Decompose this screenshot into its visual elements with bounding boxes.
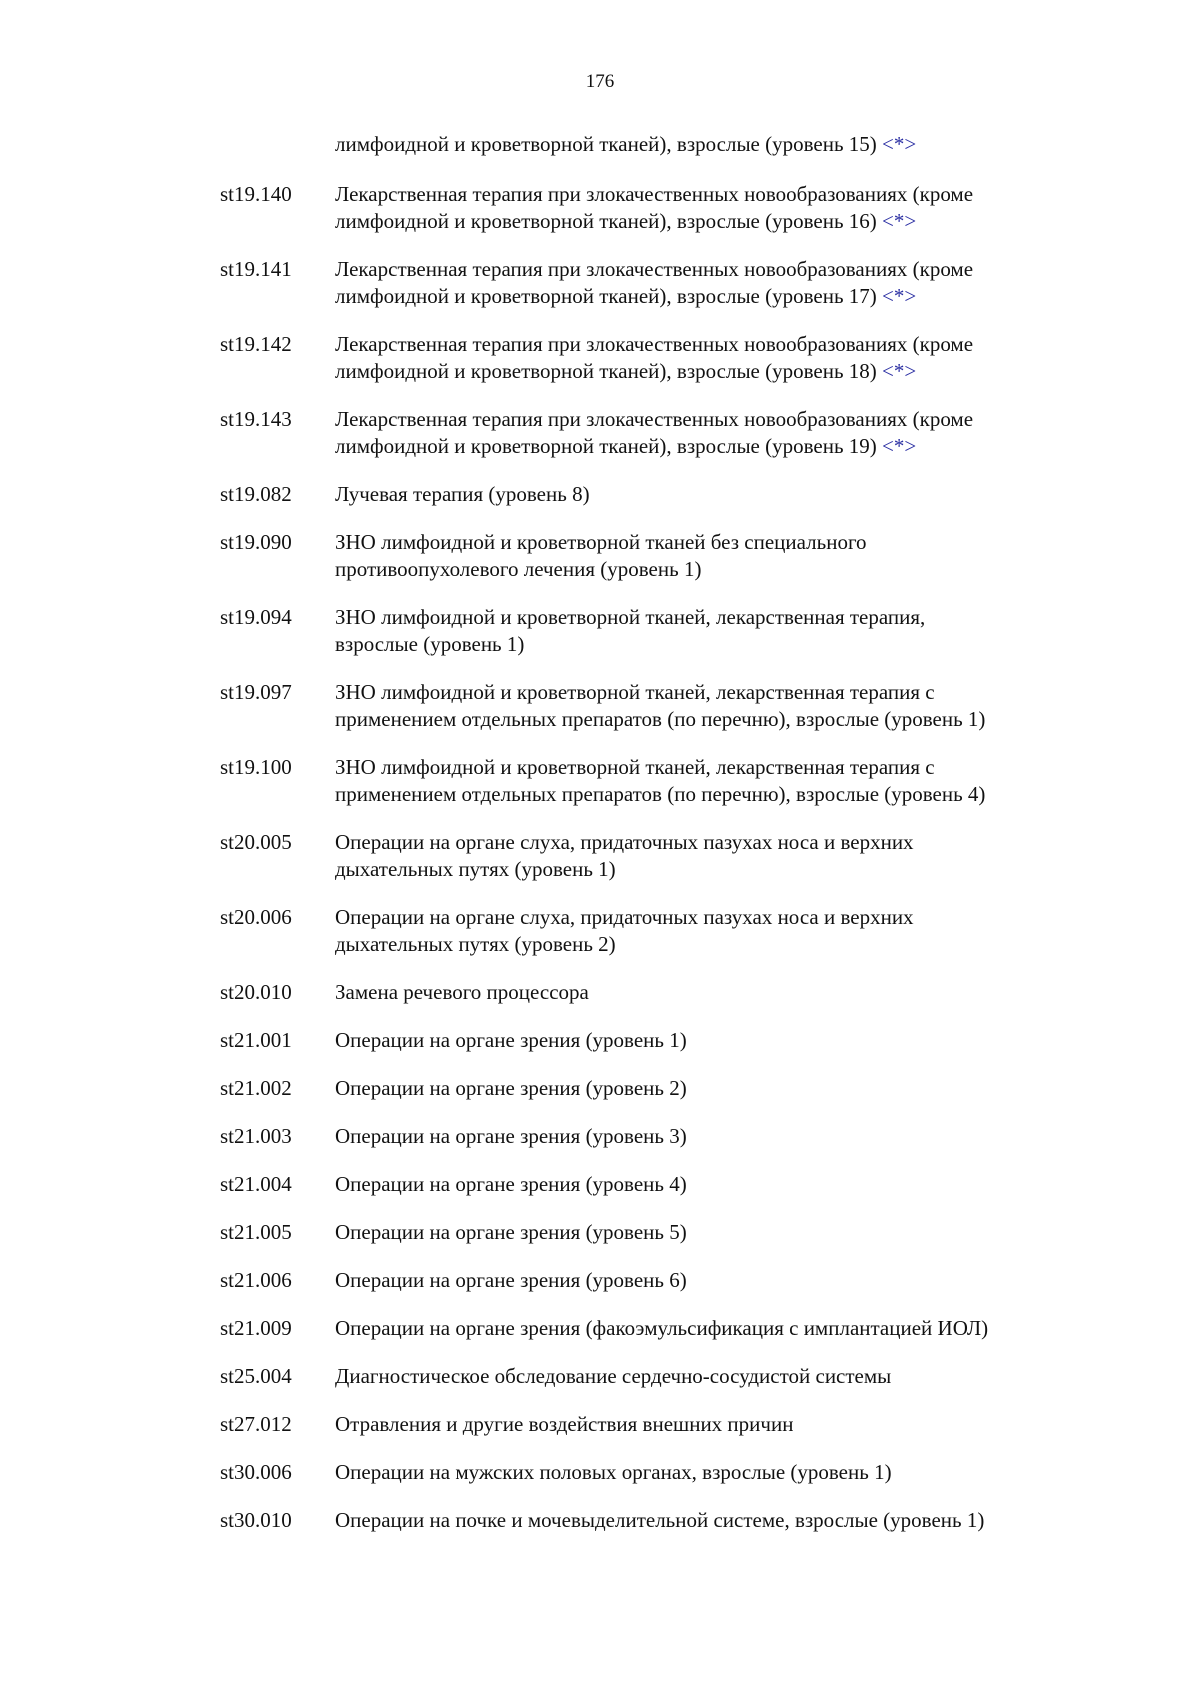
description-line bbox=[335, 979, 1120, 1006]
description-line bbox=[335, 1123, 1120, 1150]
description-line bbox=[335, 256, 1120, 283]
description-line bbox=[335, 208, 1120, 235]
list-item bbox=[220, 1507, 1120, 1534]
description-text: Операции на органе зрения (уровень 5) bbox=[335, 1220, 687, 1244]
description-line bbox=[335, 1411, 1120, 1438]
list-item bbox=[220, 1411, 1120, 1438]
description-line bbox=[335, 358, 1120, 385]
entry-code: st19.142 bbox=[220, 332, 292, 356]
entry-code: st19.141 bbox=[220, 257, 292, 281]
list-item bbox=[220, 1171, 1120, 1198]
entry-description bbox=[335, 829, 1120, 883]
list-item bbox=[220, 1363, 1120, 1390]
entry-code: st21.002 bbox=[220, 1076, 292, 1100]
description-text: Отравления и другие воздействия внешних причин bbox=[335, 1412, 794, 1436]
description-line bbox=[335, 481, 1120, 508]
entry-code: st21.001 bbox=[220, 1028, 292, 1052]
entry-code: st19.100 bbox=[220, 755, 292, 779]
description-text: дыхательных путях (уровень 1) bbox=[335, 857, 616, 881]
list-item bbox=[220, 1315, 1120, 1342]
footnote-ref-link[interactable]: <*> bbox=[882, 359, 917, 383]
description-line bbox=[335, 679, 1120, 706]
list-item bbox=[220, 1219, 1120, 1246]
description-text: ЗНО лимфоидной и кроветворной тканей без специального bbox=[335, 530, 867, 554]
entry-description bbox=[335, 1075, 1120, 1102]
description-text: взрослые (уровень 1) bbox=[335, 632, 525, 656]
list-item bbox=[220, 331, 1120, 385]
entry-description bbox=[335, 1171, 1120, 1198]
description-line bbox=[335, 529, 1120, 556]
entry-description bbox=[335, 1507, 1120, 1534]
entry-description bbox=[335, 1411, 1120, 1438]
description-text: Лекарственная терапия при злокачественных новообразованиях (кроме bbox=[335, 332, 974, 356]
description-text: ЗНО лимфоидной и кроветворной тканей, лекарственная терапия, bbox=[335, 605, 926, 629]
description-line bbox=[335, 283, 1120, 310]
description-line bbox=[335, 1315, 1120, 1342]
description-text: Лекарственная терапия при злокачественных новообразованиях (кроме bbox=[335, 182, 974, 206]
entry-code: st19.097 bbox=[220, 680, 292, 704]
description-line bbox=[335, 754, 1120, 781]
description-line bbox=[335, 406, 1120, 433]
description-line bbox=[335, 433, 1120, 460]
entry-description bbox=[335, 679, 1120, 733]
description-text: Операции на органе слуха, придаточных пазухах носа и верхних bbox=[335, 905, 914, 929]
description-line bbox=[335, 829, 1120, 856]
entry-description bbox=[335, 529, 1120, 583]
entry-code: st20.006 bbox=[220, 905, 292, 929]
description-line bbox=[335, 1027, 1120, 1054]
description-text: ЗНО лимфоидной и кроветворной тканей, лекарственная терапия с bbox=[335, 680, 935, 704]
description-line bbox=[335, 1363, 1120, 1390]
list-item bbox=[220, 481, 1120, 508]
entry-description bbox=[335, 406, 1120, 460]
list-item bbox=[220, 1123, 1120, 1150]
description-text: противоопухолевого лечения (уровень 1) bbox=[335, 557, 702, 581]
description-text: Операции на органе зрения (факоэмульсификация с имплантацией ИОЛ) bbox=[335, 1316, 989, 1340]
description-line bbox=[335, 856, 1120, 883]
description-line bbox=[335, 1075, 1120, 1102]
entry-code: st21.005 bbox=[220, 1220, 292, 1244]
list-item bbox=[220, 1027, 1120, 1054]
list-item bbox=[220, 904, 1120, 958]
description-text: применением отдельных препаратов (по перечню), взрослые (уровень 1) bbox=[335, 707, 986, 731]
entry-code: st19.140 bbox=[220, 182, 292, 206]
list-item bbox=[220, 1075, 1120, 1102]
entry-code: st20.010 bbox=[220, 980, 292, 1004]
entry-description bbox=[335, 1363, 1120, 1390]
description-text: применением отдельных препаратов (по перечню), взрослые (уровень 4) bbox=[335, 782, 986, 806]
entry-description bbox=[335, 1315, 1120, 1342]
list-item bbox=[220, 256, 1120, 310]
entry-description bbox=[335, 979, 1120, 1006]
entry-description bbox=[335, 481, 1120, 508]
entry-description bbox=[335, 256, 1120, 310]
entry-code: st27.012 bbox=[220, 1412, 292, 1436]
entry-description bbox=[335, 1219, 1120, 1246]
list-item bbox=[220, 406, 1120, 460]
description-text: лимфоидной и кроветворной тканей), взрослые (уровень 18) bbox=[335, 359, 877, 383]
entry-code: st19.143 bbox=[220, 407, 292, 431]
description-text: лимфоидной и кроветворной тканей), взрослые (уровень 19) bbox=[335, 434, 877, 458]
list-item bbox=[220, 529, 1120, 583]
description-line bbox=[335, 781, 1120, 808]
entry-description bbox=[335, 1267, 1120, 1294]
description-line bbox=[335, 931, 1120, 958]
entry-code: st19.082 bbox=[220, 482, 292, 506]
entry-description bbox=[335, 1459, 1120, 1486]
entry-description bbox=[335, 181, 1120, 235]
entry-description bbox=[335, 904, 1120, 958]
description-text: Операции на органе зрения (уровень 4) bbox=[335, 1172, 687, 1196]
entry-description bbox=[335, 1123, 1120, 1150]
list-item bbox=[220, 604, 1120, 658]
list-item bbox=[220, 979, 1120, 1006]
description-line bbox=[335, 904, 1120, 931]
entry-code: st21.009 bbox=[220, 1316, 292, 1340]
entry-description bbox=[335, 331, 1120, 385]
description-text: Операции на почке и мочевыделительной системе, взрослые (уровень 1) bbox=[335, 1508, 985, 1532]
description-text: Операции на органе слуха, придаточных пазухах носа и верхних bbox=[335, 830, 914, 854]
description-line bbox=[335, 331, 1120, 358]
description-line bbox=[335, 1219, 1120, 1246]
description-line bbox=[335, 1171, 1120, 1198]
description-line bbox=[335, 706, 1120, 733]
continuation-line: лимфоидной и кроветворной тканей), взрослые (уровень 15) bbox=[335, 132, 877, 156]
description-text: Операции на органе зрения (уровень 6) bbox=[335, 1268, 687, 1292]
entry-code: st30.006 bbox=[220, 1460, 292, 1484]
footnote-ref-link[interactable]: <*> bbox=[882, 132, 917, 156]
description-text: Лекарственная терапия при злокачественных новообразованиях (кроме bbox=[335, 407, 974, 431]
list-item bbox=[220, 829, 1120, 883]
list-item bbox=[220, 181, 1120, 235]
entry-code: st20.005 bbox=[220, 830, 292, 854]
description-text: лимфоидной и кроветворной тканей), взрослые (уровень 16) bbox=[335, 209, 877, 233]
entry-description bbox=[335, 1027, 1120, 1054]
page-number: 176 bbox=[585, 71, 615, 92]
description-line bbox=[335, 631, 1120, 658]
entry-code: st30.010 bbox=[220, 1508, 292, 1532]
entry-description bbox=[335, 754, 1120, 808]
description-text: Операции на органе зрения (уровень 2) bbox=[335, 1076, 687, 1100]
description-text: дыхательных путях (уровень 2) bbox=[335, 932, 616, 956]
entry-code: st19.094 bbox=[220, 605, 292, 629]
list-item bbox=[220, 1459, 1120, 1486]
description-text: Операции на мужских половых органах, взрослые (уровень 1) bbox=[335, 1460, 892, 1484]
description-line bbox=[335, 181, 1120, 208]
list-item bbox=[220, 679, 1120, 733]
entry-list bbox=[220, 181, 1120, 1555]
description-text: Операции на органе зрения (уровень 3) bbox=[335, 1124, 687, 1148]
list-item bbox=[220, 1267, 1120, 1294]
description-line bbox=[335, 1459, 1120, 1486]
description-line bbox=[335, 1507, 1120, 1534]
description-text: Лекарственная терапия при злокачественных новообразованиях (кроме bbox=[335, 257, 974, 281]
entry-description bbox=[335, 604, 1120, 658]
continuation-text bbox=[335, 131, 1125, 158]
entry-code: st25.004 bbox=[220, 1364, 292, 1388]
footnote-ref-link[interactable]: <*> bbox=[882, 434, 917, 458]
description-text: лимфоидной и кроветворной тканей), взрослые (уровень 17) bbox=[335, 284, 877, 308]
entry-code: st19.090 bbox=[220, 530, 292, 554]
description-text: Замена речевого процессора bbox=[335, 980, 589, 1004]
list-item bbox=[220, 754, 1120, 808]
entry-code: st21.003 bbox=[220, 1124, 292, 1148]
description-line bbox=[335, 604, 1120, 631]
footnote-ref-link[interactable]: <*> bbox=[882, 209, 917, 233]
description-line bbox=[335, 556, 1120, 583]
entry-code: st21.004 bbox=[220, 1172, 292, 1196]
description-line bbox=[335, 1267, 1120, 1294]
description-text: ЗНО лимфоидной и кроветворной тканей, лекарственная терапия с bbox=[335, 755, 935, 779]
description-text: Операции на органе зрения (уровень 1) bbox=[335, 1028, 687, 1052]
footnote-ref-link[interactable]: <*> bbox=[882, 284, 917, 308]
description-text: Лучевая терапия (уровень 8) bbox=[335, 482, 590, 506]
description-text: Диагностическое обследование сердечно-сосудистой системы bbox=[335, 1364, 892, 1388]
entry-code: st21.006 bbox=[220, 1268, 292, 1292]
